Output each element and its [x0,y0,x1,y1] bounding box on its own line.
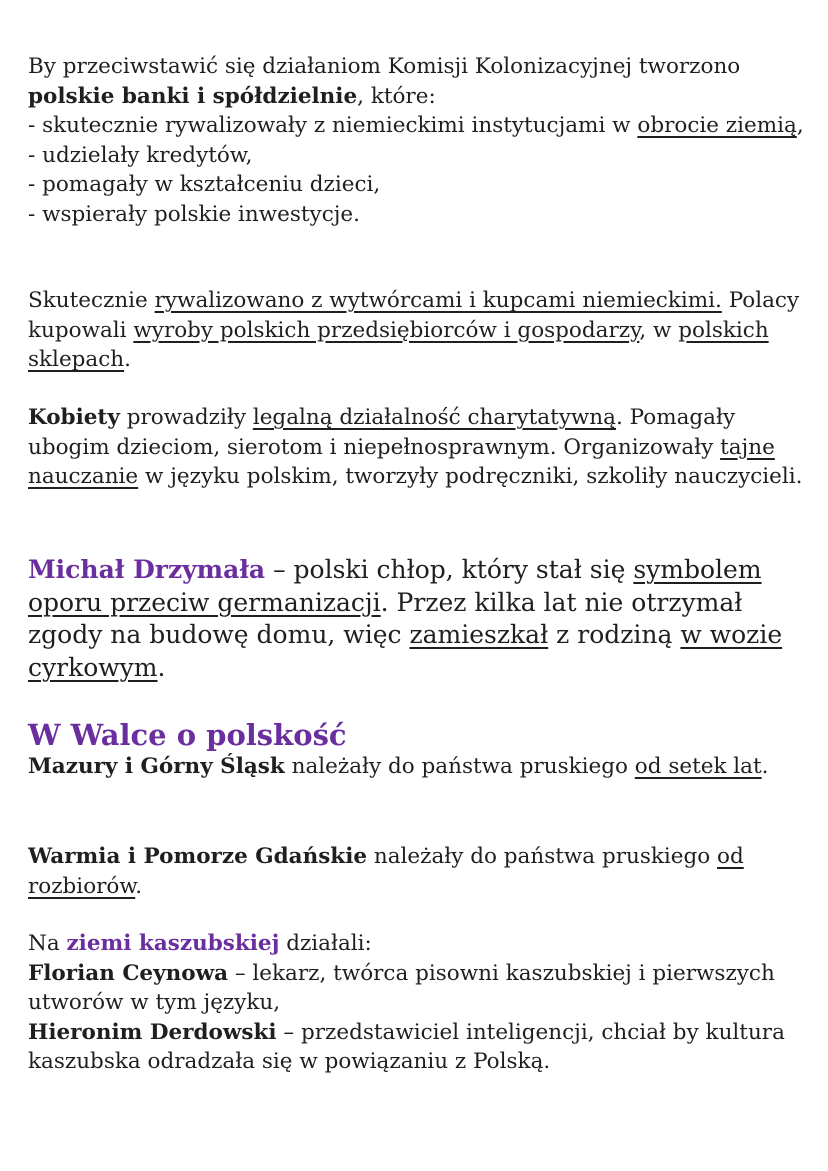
trade-text-3: , w [639,317,679,343]
trade-underline-2: wyroby polskich przedsiębiorców i gospodarzy [133,317,640,343]
warmia-bold: Warmia i Pomorze Gdańskie [28,844,368,869]
ceynowa-name: Florian Ceynowa [28,960,229,986]
women-underline-2: tajne nauczanie [28,434,775,489]
trade-text-4: . [124,347,131,372]
trade-text-2: Polacy kupowali [28,288,800,343]
banks-item-1-suffix: , [796,113,804,138]
trade-underline-3: polskich sklepach [28,317,769,372]
kashubia-section [28,929,808,1077]
banks-section [28,52,808,229]
warmia-underline: od rozbiorów [28,844,744,899]
drzymala-text-1: – polski chłop, który stał się [265,555,634,584]
drzymala-underline-2: zamieszkał [409,620,549,649]
trade-underline-1: rywalizowano z wytwórcami i kupcami niemieckimi. [154,288,722,313]
mazury-text: należały do państwa pruskiego [284,754,635,779]
kashubia-text-2: działali: [279,931,372,956]
mazury-suffix: . [761,754,769,779]
trade-section [28,286,808,375]
drzymala-text-3: z rodziną [548,620,681,649]
banks-item-2: - udzielały kredytów, [28,142,253,168]
banks-intro-text: By przeciwstawić się działaniom Komisji Kolonizacyjnej tworzono [28,54,741,79]
drzymala-underline-1: symbolem oporu przeciw germanizacji [28,555,762,617]
women-text-3: w języku polskim, tworzyły podręczniki, szkoliły nauczycieli. [138,464,803,489]
derdowski-name: Hieronim Derdowski [28,1019,277,1045]
women-bold: Kobiety [28,405,120,430]
mazury-underline: od setek lat [634,754,762,779]
banks-item-3: - pomagały w kształceniu dzieci, [28,172,381,197]
warmia-text: należały do państwa pruskiego [367,844,718,869]
drzymala-text-2: . Przez kilka lat nie otrzymał zgody na budowę domu, więc [28,587,743,649]
trade-paragraph [28,286,808,375]
banks-item-4: - wspierały polskie inwestycje. [28,201,360,227]
kashubia-text-1: Na [28,931,67,956]
ceynowa-text: – lekarz, twórca pisowni kaszubskiej i pierwszych utworów w tym języku, [28,960,775,1015]
drzymala-text-4: . [157,652,166,682]
trade-text-1: Skutecznie [28,288,155,313]
kashubia-purple: ziemi kaszubskiej [66,931,280,956]
derdowski-text: – przedstawiciel inteligencji, chciał by kultura kaszubska odradzała się w powiązaniu z Polską. [28,1019,785,1074]
kashubia-paragraph [28,929,808,1077]
women-text-1: prowadziły [119,405,253,430]
women-paragraph [28,403,808,492]
struggle-section [28,718,808,782]
banks-intro [28,52,808,229]
drzymala-section [28,554,808,684]
drzymala-underline-3: w wozie cyrkowym [28,620,783,682]
section-heading: W Walce o polskość [28,718,347,752]
banks-intro-bold: polskie banki i spółdzielnie [28,83,358,109]
warmia-section [28,842,808,901]
banks-item-1-text: - skutecznie rywalizowały z niemieckimi instytucjami w [28,113,638,138]
mazury-paragraph [28,752,808,782]
banks-item-1-underline: obrocie ziemią [637,113,797,138]
mazury-bold: Mazury i Górny Śląsk [28,754,285,779]
women-text-2: . Pomagały ubogim dzieciom, sierotom i niepełnosprawnym. Organizowały [28,405,736,460]
women-underline-1: legalną działalność charytatywną [252,405,616,430]
warmia-paragraph [28,842,808,901]
drzymala-name: Michał Drzymała [28,555,266,584]
warmia-suffix: . [135,873,143,899]
banks-intro-suffix: , które: [357,83,436,109]
drzymala-paragraph [28,554,808,684]
women-section [28,403,808,492]
